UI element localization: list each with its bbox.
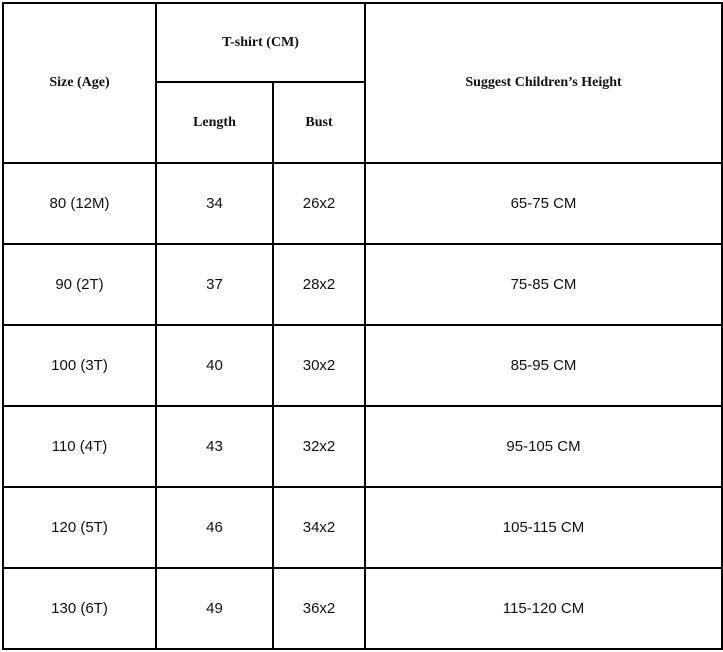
cell-bust: 30x2 <box>273 325 365 406</box>
cell-height: 75-85 CM <box>365 244 722 325</box>
table-row <box>3 487 722 568</box>
cell-size: 100 (3T) <box>3 325 156 406</box>
cell-height: 65-75 CM <box>365 163 722 244</box>
cell-bust: 28x2 <box>273 244 365 325</box>
table-row <box>3 325 722 406</box>
table-row <box>3 244 722 325</box>
table-body <box>3 163 722 649</box>
table-header <box>3 3 722 163</box>
cell-bust: 26x2 <box>273 163 365 244</box>
cell-height: 115-120 CM <box>365 568 722 649</box>
cell-length: 34 <box>156 163 273 244</box>
header-bust: Bust <box>273 82 365 163</box>
header-suggested-height: Suggest Children’s Height <box>365 3 722 163</box>
cell-length: 43 <box>156 406 273 487</box>
cell-size: 110 (4T) <box>3 406 156 487</box>
cell-size: 120 (5T) <box>3 487 156 568</box>
cell-size: 90 (2T) <box>3 244 156 325</box>
cell-size: 130 (6T) <box>3 568 156 649</box>
header-tshirt: T-shirt (CM) <box>156 3 365 82</box>
cell-height: 95-105 CM <box>365 406 722 487</box>
header-row-top <box>3 3 722 82</box>
table-row <box>3 163 722 244</box>
cell-size: 80 (12M) <box>3 163 156 244</box>
cell-length: 40 <box>156 325 273 406</box>
cell-length: 37 <box>156 244 273 325</box>
cell-height: 105-115 CM <box>365 487 722 568</box>
cell-height: 85-95 CM <box>365 325 722 406</box>
cell-bust: 36x2 <box>273 568 365 649</box>
cell-length: 46 <box>156 487 273 568</box>
table-row <box>3 568 722 649</box>
cell-bust: 34x2 <box>273 487 365 568</box>
size-chart-table <box>2 2 723 650</box>
cell-bust: 32x2 <box>273 406 365 487</box>
header-size-age: Size (Age) <box>3 3 156 163</box>
header-length: Length <box>156 82 273 163</box>
cell-length: 49 <box>156 568 273 649</box>
table-row <box>3 406 722 487</box>
